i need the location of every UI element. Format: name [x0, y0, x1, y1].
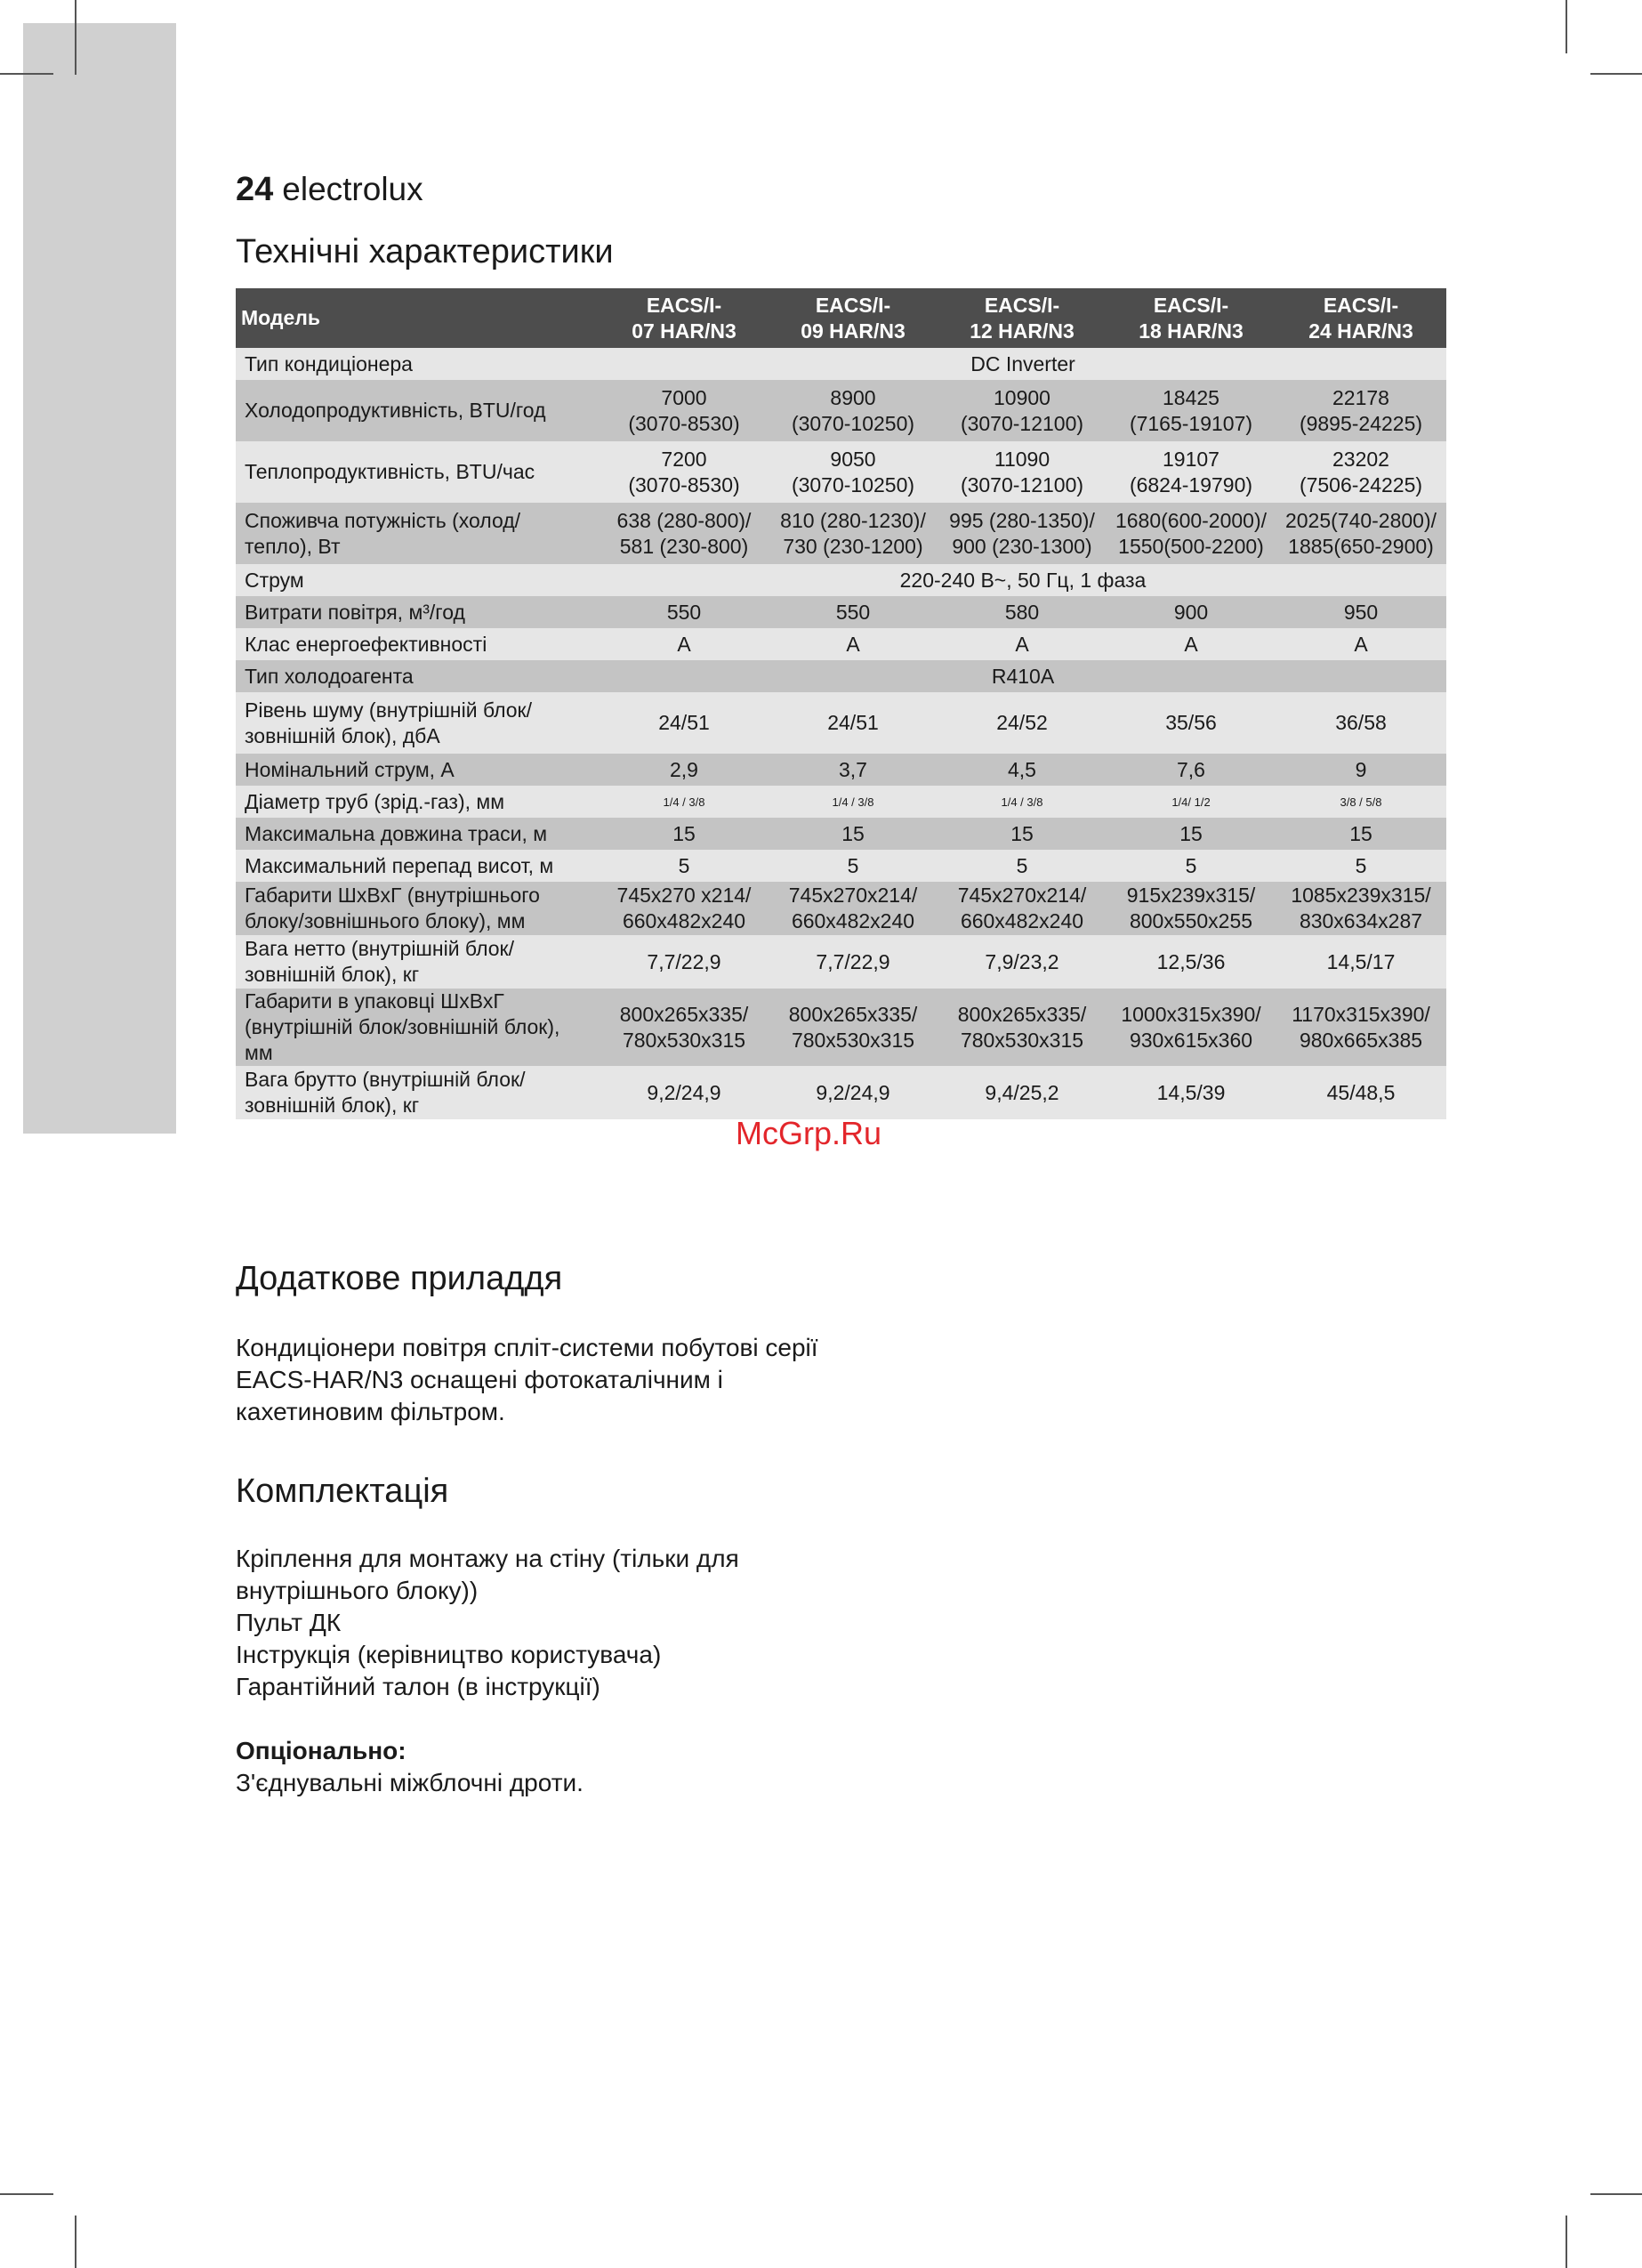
row-label: Тип холодоагента: [236, 660, 600, 692]
table-row: [236, 786, 1446, 818]
row-value: 550: [769, 596, 938, 628]
row-value: 915x239x315/ 800x550x255: [1107, 882, 1276, 935]
row-value: 45/48,5: [1276, 1066, 1446, 1119]
header-model-1: EACS/I- 07 HAR/N3: [600, 288, 769, 348]
row-label: Струм: [236, 564, 600, 596]
kit-item: Кріплення для монтажу на стіну (тільки для внутрішнього блоку)): [236, 1545, 739, 1604]
row-label: Рівень шуму (внутрішній блок/ зовнішній блок), дбА: [236, 692, 600, 754]
row-value: 23202 (7506-24225): [1276, 441, 1446, 503]
row-value: 24/52: [938, 692, 1107, 754]
kit-item: Гарантійний талон (в інструкції): [236, 1673, 600, 1700]
row-value: 5: [938, 850, 1107, 882]
row-value: 7,6: [1107, 754, 1276, 786]
row-value: 800x265x335/ 780x530x315: [769, 989, 938, 1066]
table-row: [236, 935, 1446, 989]
specs-table: [236, 288, 1446, 1119]
row-value-span: R410A: [600, 660, 1446, 692]
crop-mark: [1590, 2193, 1642, 2195]
table-row: [236, 596, 1446, 628]
row-label: Вага брутто (внутрішній блок/ зовнішній блок), кг: [236, 1066, 600, 1119]
row-value: 14,5/39: [1107, 1066, 1276, 1119]
row-value: 1680(600-2000)/ 1550(500-2200): [1107, 503, 1276, 564]
kit-title: Комплектація: [236, 1473, 449, 1510]
row-value: 1170x315x390/ 980x665x385: [1276, 989, 1446, 1066]
row-value: 7000 (3070-8530): [600, 380, 769, 441]
row-value: 36/58: [1276, 692, 1446, 754]
table-row: [236, 989, 1446, 1066]
row-value: 745x270x214/ 660x482x240: [938, 882, 1107, 935]
crop-mark: [1566, 0, 1567, 53]
row-value: 11090 (3070-12100): [938, 441, 1107, 503]
row-value: 7,9/23,2: [938, 935, 1107, 989]
kit-item: Пульт ДК: [236, 1609, 342, 1636]
row-value: 9,4/25,2: [938, 1066, 1107, 1119]
row-value: 15: [938, 818, 1107, 850]
accessories-text: Кондиціонери повітря спліт-системи побутові серії EACS-HAR/N3 оснащені фотокаталічним і кахетиновим фільтром.: [236, 1334, 818, 1425]
row-value: 12,5/36: [1107, 935, 1276, 989]
row-value: 14,5/17: [1276, 935, 1446, 989]
row-value: 15: [600, 818, 769, 850]
row-value: 24/51: [600, 692, 769, 754]
row-value: 638 (280-800)/ 581 (230-800): [600, 503, 769, 564]
page-number: 24: [236, 171, 274, 208]
row-value: 745x270x214/ 660x482x240: [769, 882, 938, 935]
table-row: [236, 850, 1446, 882]
row-value: A: [600, 628, 769, 660]
kit-list: [236, 1543, 858, 1799]
header-model-4: EACS/I- 18 HAR/N3: [1107, 288, 1276, 348]
crop-mark: [1590, 73, 1642, 75]
row-value: 7,7/22,9: [769, 935, 938, 989]
row-value: 5: [1107, 850, 1276, 882]
row-value: 1/4 / 3/8: [600, 786, 769, 818]
row-value: 1/4/ 1/2: [1107, 786, 1276, 818]
table-row: [236, 882, 1446, 935]
table-row: [236, 660, 1446, 692]
row-value: 10900 (3070-12100): [938, 380, 1107, 441]
row-label: Максимальний перепад висот, м: [236, 850, 600, 882]
table-row: [236, 380, 1446, 441]
row-value: 18425 (7165-19107): [1107, 380, 1276, 441]
kit-item: Інструкція (керівництво користувача): [236, 1641, 662, 1668]
crop-mark: [0, 2193, 53, 2195]
row-label: Тип кондиціонера: [236, 348, 600, 380]
row-value: 950: [1276, 596, 1446, 628]
row-value: 22178 (9895-24225): [1276, 380, 1446, 441]
row-label: Холодопродуктивність, BTU/год: [236, 380, 600, 441]
specs-title: Технічні характеристики: [236, 233, 614, 270]
header-model-2: EACS/I- 09 HAR/N3: [769, 288, 938, 348]
row-value: 900: [1107, 596, 1276, 628]
row-value: A: [769, 628, 938, 660]
header-model-label: Модель: [236, 288, 600, 348]
row-value-span: 220-240 В~, 50 Гц, 1 фаза: [600, 564, 1446, 596]
row-value: 1/4 / 3/8: [769, 786, 938, 818]
row-value: 800x265x335/ 780x530x315: [600, 989, 769, 1066]
row-value: 8900 (3070-10250): [769, 380, 938, 441]
row-value: 800x265x335/ 780x530x315: [938, 989, 1107, 1066]
page-header: [236, 171, 423, 209]
table-row: [236, 628, 1446, 660]
crop-mark: [75, 0, 76, 75]
header-model-3: EACS/I- 12 HAR/N3: [938, 288, 1107, 348]
row-label: Номінальний струм, А: [236, 754, 600, 786]
table-row: [236, 564, 1446, 596]
row-value: 9,2/24,9: [600, 1066, 769, 1119]
row-value: 9,2/24,9: [769, 1066, 938, 1119]
header-model-5: EACS/I- 24 HAR/N3: [1276, 288, 1446, 348]
row-label: Діаметр труб (зрід.-газ), мм: [236, 786, 600, 818]
row-label: Витрати повітря, м³/год: [236, 596, 600, 628]
table-row: [236, 441, 1446, 503]
row-value: 9: [1276, 754, 1446, 786]
table-row: [236, 503, 1446, 564]
table-row: [236, 754, 1446, 786]
optional-text: З'єднувальні міжблочні дроти.: [236, 1769, 584, 1796]
row-value: 19107 (6824-19790): [1107, 441, 1276, 503]
row-value: 24/51: [769, 692, 938, 754]
row-value: A: [1107, 628, 1276, 660]
optional-label: Опціонально:: [236, 1737, 406, 1764]
row-value: 2,9: [600, 754, 769, 786]
row-value: 1000x315x390/ 930x615x360: [1107, 989, 1276, 1066]
row-value: 995 (280-1350)/ 900 (230-1300): [938, 503, 1107, 564]
row-value: 7,7/22,9: [600, 935, 769, 989]
table-header: [236, 288, 1446, 348]
row-value: 5: [769, 850, 938, 882]
crop-mark: [1566, 2216, 1567, 2268]
row-value: 580: [938, 596, 1107, 628]
row-value: A: [938, 628, 1107, 660]
table-row: [236, 1066, 1446, 1119]
row-label: Максимальна довжина траси, м: [236, 818, 600, 850]
crop-mark: [75, 2216, 76, 2268]
brand-name: electrolux: [282, 171, 423, 207]
row-value: 1085x239x315/ 830x634x287: [1276, 882, 1446, 935]
side-bar: [23, 23, 176, 1134]
watermark: McGrp.Ru: [736, 1115, 882, 1151]
accessories-title: Додаткове приладдя: [236, 1260, 563, 1297]
row-value: 9050 (3070-10250): [769, 441, 938, 503]
row-label: Споживча потужність (холод/ тепло), Вт: [236, 503, 600, 564]
row-value: 810 (280-1230)/ 730 (230-1200): [769, 503, 938, 564]
row-value: 5: [600, 850, 769, 882]
row-value: 1/4 / 3/8: [938, 786, 1107, 818]
table-row: [236, 692, 1446, 754]
row-value: 5: [1276, 850, 1446, 882]
crop-mark: [0, 73, 53, 75]
row-value: A: [1276, 628, 1446, 660]
row-value: 4,5: [938, 754, 1107, 786]
row-value: 3/8 / 5/8: [1276, 786, 1446, 818]
row-label: Вага нетто (внутрішній блок/ зовнішній блок), кг: [236, 935, 600, 989]
row-value: 15: [769, 818, 938, 850]
row-value: 3,7: [769, 754, 938, 786]
row-label: Теплопродуктивність, BTU/час: [236, 441, 600, 503]
table-row: [236, 348, 1446, 380]
row-value: 15: [1276, 818, 1446, 850]
row-value: 15: [1107, 818, 1276, 850]
row-value: 2025(740-2800)/ 1885(650-2900): [1276, 503, 1446, 564]
row-label: Клас енергоефективності: [236, 628, 600, 660]
row-label: Габарити ШхВхГ (внутрішнього блоку/зовнішнього блоку), мм: [236, 882, 600, 935]
table-row: [236, 818, 1446, 850]
row-value-span: DC Inverter: [600, 348, 1446, 380]
row-value: 35/56: [1107, 692, 1276, 754]
row-value: 550: [600, 596, 769, 628]
row-label: Габарити в упаковці ШхВхГ (внутрішній блок/зовнішній блок), мм: [236, 989, 600, 1066]
row-value: 745x270 x214/ 660x482x240: [600, 882, 769, 935]
row-value: 7200 (3070-8530): [600, 441, 769, 503]
